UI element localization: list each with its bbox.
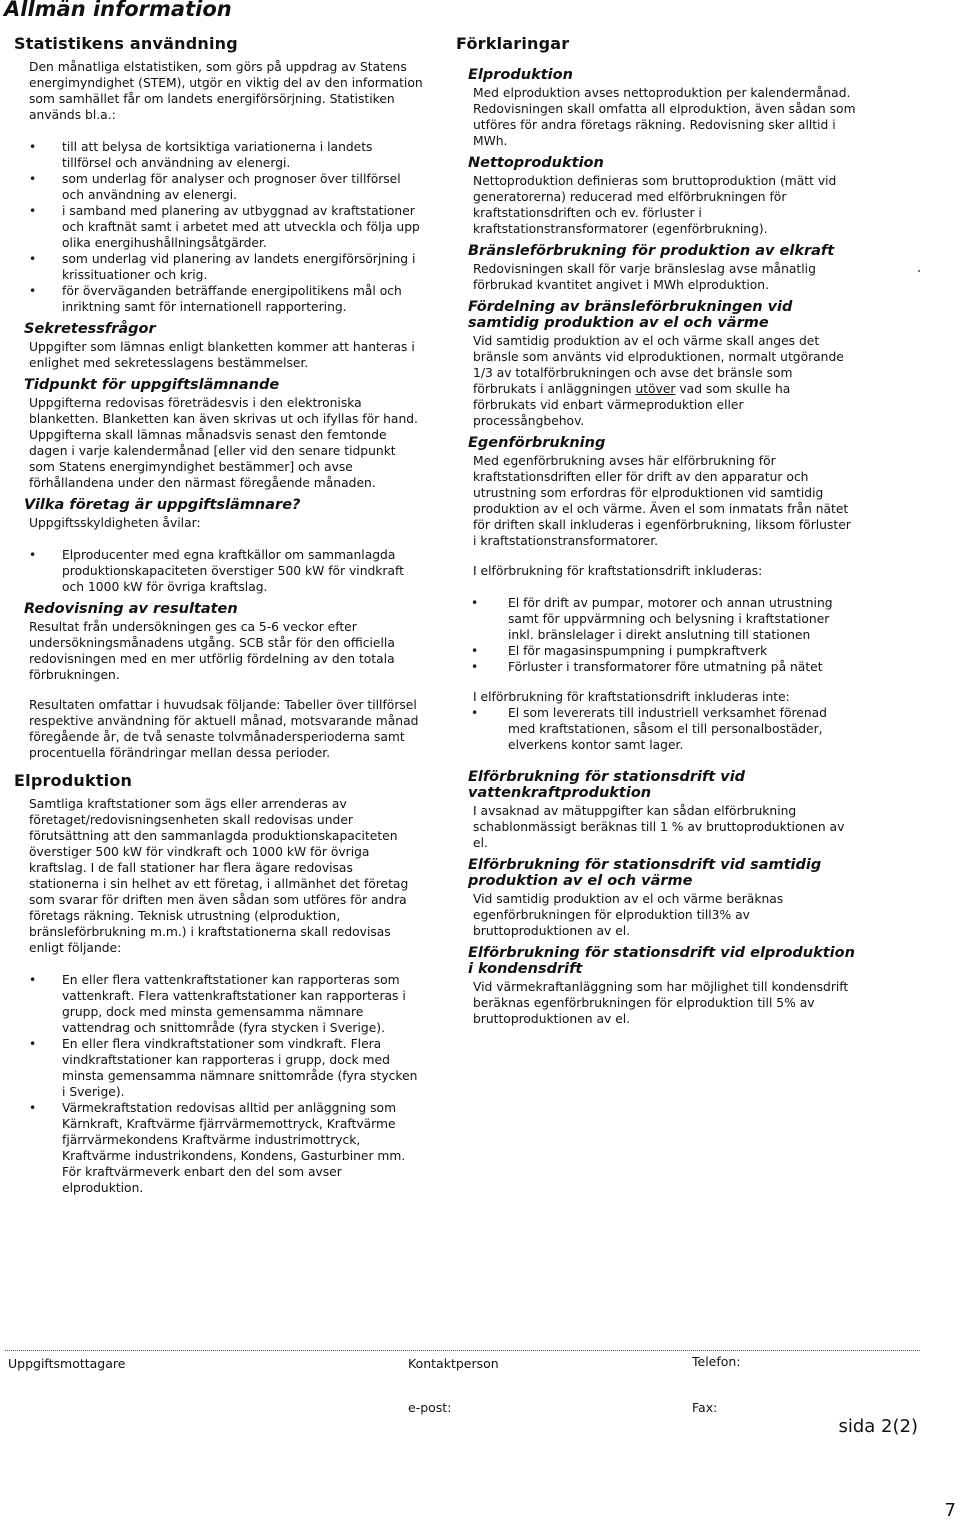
distribution-text-a: Vid samtidig produktion av el och värme skall anges det bränsle som använts vid elproduktionen, normalt utgörande 1/3 av totalförbrukningen och avse det bränsle som förbrukats i anläggningen [473,334,844,396]
list-item: • som underlag vid planering av landets energiförsörjning i krissituationer och krig. [62,251,424,283]
usage-paragraph: Den månatliga elstatistiken, som görs på uppdrag av Statens energimyndighet (STEM), utgör en viktig del av den information som samhället får om landets energiförsörjning. Statistiken används bl.a.: [29,60,423,122]
production-paragraph: Samtliga kraftstationer som ägs eller arrenderas av företaget/redovisningsenheten skall redovisas under förutsättning att den sammanlagda produktionskapaciteten överstiger 500 kW för vindkraft och 1000 kW för övriga kraftslag. I de fall stationer har flera ägare redovisas stationerna i sin helhet av ett företag, i allmänhet det företag som svarar för driften men även sådan som utföres för andra företags räkning. Teknisk utrustning (elproduktion, bränsleförbrukning m.m.) i kraftstationerna skall redovisas enligt följande: [29,797,409,955]
section-heading-who: Vilka företag är uppgiftslämnare? [24,497,301,513]
list-item: • i samband med planering av utbyggnad av kraftstationer och kraftnät samt i arbetet med att utveckla och följa upp olika energihushållningsåtgärder. [62,203,424,251]
distribution-text-underlined: utöver [635,382,676,396]
heading-chp: Elförbrukning för stationsdrift vid samtidig produktion av el och värme [468,857,822,889]
section-heading-production: Elproduktion [14,771,133,790]
usage-list [14,139,424,315]
corner-number: 7 [944,1500,956,1521]
fuel-paragraph: Redovisningen skall för varje bränsleslag avse månatlig förbrukad kvantitet angivet i MWh elproduktion. [473,262,816,292]
list-item: • En eller flera vindkraftstationer som vindkraft. Flera vindkraftstationer kan rapporteras i grupp, dock med minsta gemensamma nämnare snittområde (fyra stycken i Sverige). [62,1036,424,1100]
own-consumption-paragraph: Med egenförbrukning avses här elförbrukning för kraftstationsdriften eller för drift av den apparatur och utrustning som erfordras för elproduktionen vid samtidig produktion av el och värme. Även el som inmatats från nätet för driften skall inkluderas i egenförbrukning, liksom förluster i kraftstationstransformatorer. [473,454,851,548]
list-item: • Elproducenter med egna kraftkällor om sammanlagda produktionskapaciteten överstiger 500 kW för vindkraft och 1000 kW för övriga kraftslag. [62,547,424,595]
production-list [14,972,424,1196]
heading-hydro: Elförbrukning för stationsdrift vid vattenkraftproduktion [468,769,746,801]
included-list [456,595,856,675]
section-heading-secrecy: Sekretessfrågor [24,321,156,337]
stray-mark [918,270,920,272]
excluded-intro: I elförbrukning för kraftstationsdrift inkluderas inte: [473,690,790,704]
list-item: • En eller flera vattenkraftstationer kan rapporteras som vattenkraft. Flera vattenkraftstationer kan rapporteras i grupp, dock med minsta gemensamma nämnare vattendrag och snittområde (fyra stycken i Sverige). [62,972,424,1036]
page-title: Allmän information [4,0,232,21]
phone-label: Telefon: [692,1354,741,1369]
list-item: • för överväganden beträffande energipolitikens mål och inriktning samt för internationell rapportering. [62,283,424,315]
contact-label: Kontaktperson [408,1356,499,1371]
elproduktion-paragraph: Med elproduktion avses nettoproduktion per kalendermånad. Redovisningen skall omfatta all elproduktion, även sådan som utföres för andra företags räkning. Redovisning sker alltid i MWh. [473,86,856,148]
distribution-text-b: vad som skulle ha förbrukats vid enbart värmeproduktion eller processångbehov. [473,382,791,428]
section-heading-results: Redovisning av resultaten [24,601,238,617]
heading-condensing: Elförbrukning för stationsdrift vid elproduktion i kondensdrift [468,945,855,977]
list-item: • El för drift av pumpar, motorer och annan utrustning samt för uppvärmning och belysning i kraftstationer inkl. bränslelager i direkt anslutning till stationen [508,595,856,643]
who-list [14,547,424,595]
email-label: e-post: [408,1400,452,1415]
right-column [456,34,856,1033]
time-paragraph: Uppgifterna redovisas företrädesvis i den elektroniska blanketten. Blanketten kan även skrivas ut och ifyllas för hand. Uppgifterna skall lämnas månadsvis senast den femtonde dagen i varje kalendermånad [eller vid den senare tidpunkt som Statens energimyndighet bestämmer] och avse förhållandena under den närmast föregående månaden. [29,396,418,490]
section-heading-explanations: Förklaringar [456,34,570,53]
page-number: sida 2(2) [838,1416,918,1437]
results-paragraph-2: Resultaten omfattar i huvudsak följande: Tabeller över tillförsel respektive användning för aktuell månad, motsvarande månad föregående år, de två senaste tolvmånadersperioderna samt procentuella förändringar mellan dessa perioder. [29,698,419,760]
list-item: • El för magasinspumpning i pumpkraftverk [508,643,856,659]
heading-distribution: Fördelning av bränsleförbrukningen vid samtidig produktion av el och värme [468,299,793,331]
heading-nettoproduktion: Nettoproduktion [468,155,604,171]
heading-own-consumption: Egenförbrukning [468,435,606,451]
heading-elproduktion: Elproduktion [468,67,573,83]
recipient-label: Uppgiftsmottagare [8,1356,126,1371]
excluded-list [456,705,856,753]
condensing-paragraph: Vid värmekraftanläggning som har möjlighet till kondensdrift beräknas egenförbrukningen för elproduktion till 5% av bruttoproduktionen av el. [473,980,849,1026]
distribution-paragraph [473,333,856,429]
included-intro: I elförbrukning för kraftstationsdrift inkluderas: [473,564,763,578]
who-paragraph: Uppgiftsskyldigheten åvilar: [29,516,201,530]
nettoproduktion-paragraph: Nettoproduktion definieras som bruttoproduktion (mätt vid generatorerna) reducerad med elförbrukningen för kraftstationsdriften och ev. förluster i kraftstationstransformatorer (egenförbrukning). [473,174,837,236]
list-item: • som underlag för analyser och prognoser över tillförsel och användning av elenergi. [62,171,424,203]
list-item: • El som levererats till industriell verksamhet förenad med kraftstationen, såsom el till personalbostäder, elverkens kontor samt lager. [508,705,856,753]
section-heading-time: Tidpunkt för uppgiftslämnande [24,377,280,393]
chp-paragraph: Vid samtidig produktion av el och värme beräknas egenförbrukningen för elproduktion till3% av bruttoproduktionen av el. [473,892,784,938]
results-paragraph-1: Resultat från undersökningen ges ca 5-6 veckor efter undersökningsmånadens utgång. SCB står för den officiella redovisningen med en mer utförlig fördelning av den totala förbrukningen. [29,620,395,682]
fax-label: Fax: [692,1400,718,1415]
list-item: • Förluster i transformatorer före utmatning på nätet [508,659,856,675]
section-heading-usage: Statistikens användning [14,34,238,53]
list-item: • till att belysa de kortsiktiga variationerna i landets tillförsel och användning av elenergi. [62,139,424,171]
heading-fuel: Bränsleförbrukning för produktion av elkraft [468,243,835,259]
left-column [14,34,424,1202]
list-item: • Värmekraftstation redovisas alltid per anläggning som Kärnkraft, Kraftvärme fjärrvärmemottryck, Kraftvärme fjärrvärmekondens Kraftvärme industrimottryck, Kraftvärme industrikondens, Kondens, Gasturbiner mm. För kraftvärmeverk enbart den del som avser elproduktion. [62,1100,424,1196]
footer-divider [5,1350,920,1351]
footer [0,1340,960,1480]
secrecy-paragraph: Uppgifter som lämnas enligt blanketten kommer att hanteras i enlighet med sekretesslagens bestämmelser. [29,340,415,370]
hydro-paragraph: I avsaknad av mätuppgifter kan sådan elförbrukning schablonmässigt beräknas till 1 % av bruttoproduktionen av el. [473,804,845,850]
